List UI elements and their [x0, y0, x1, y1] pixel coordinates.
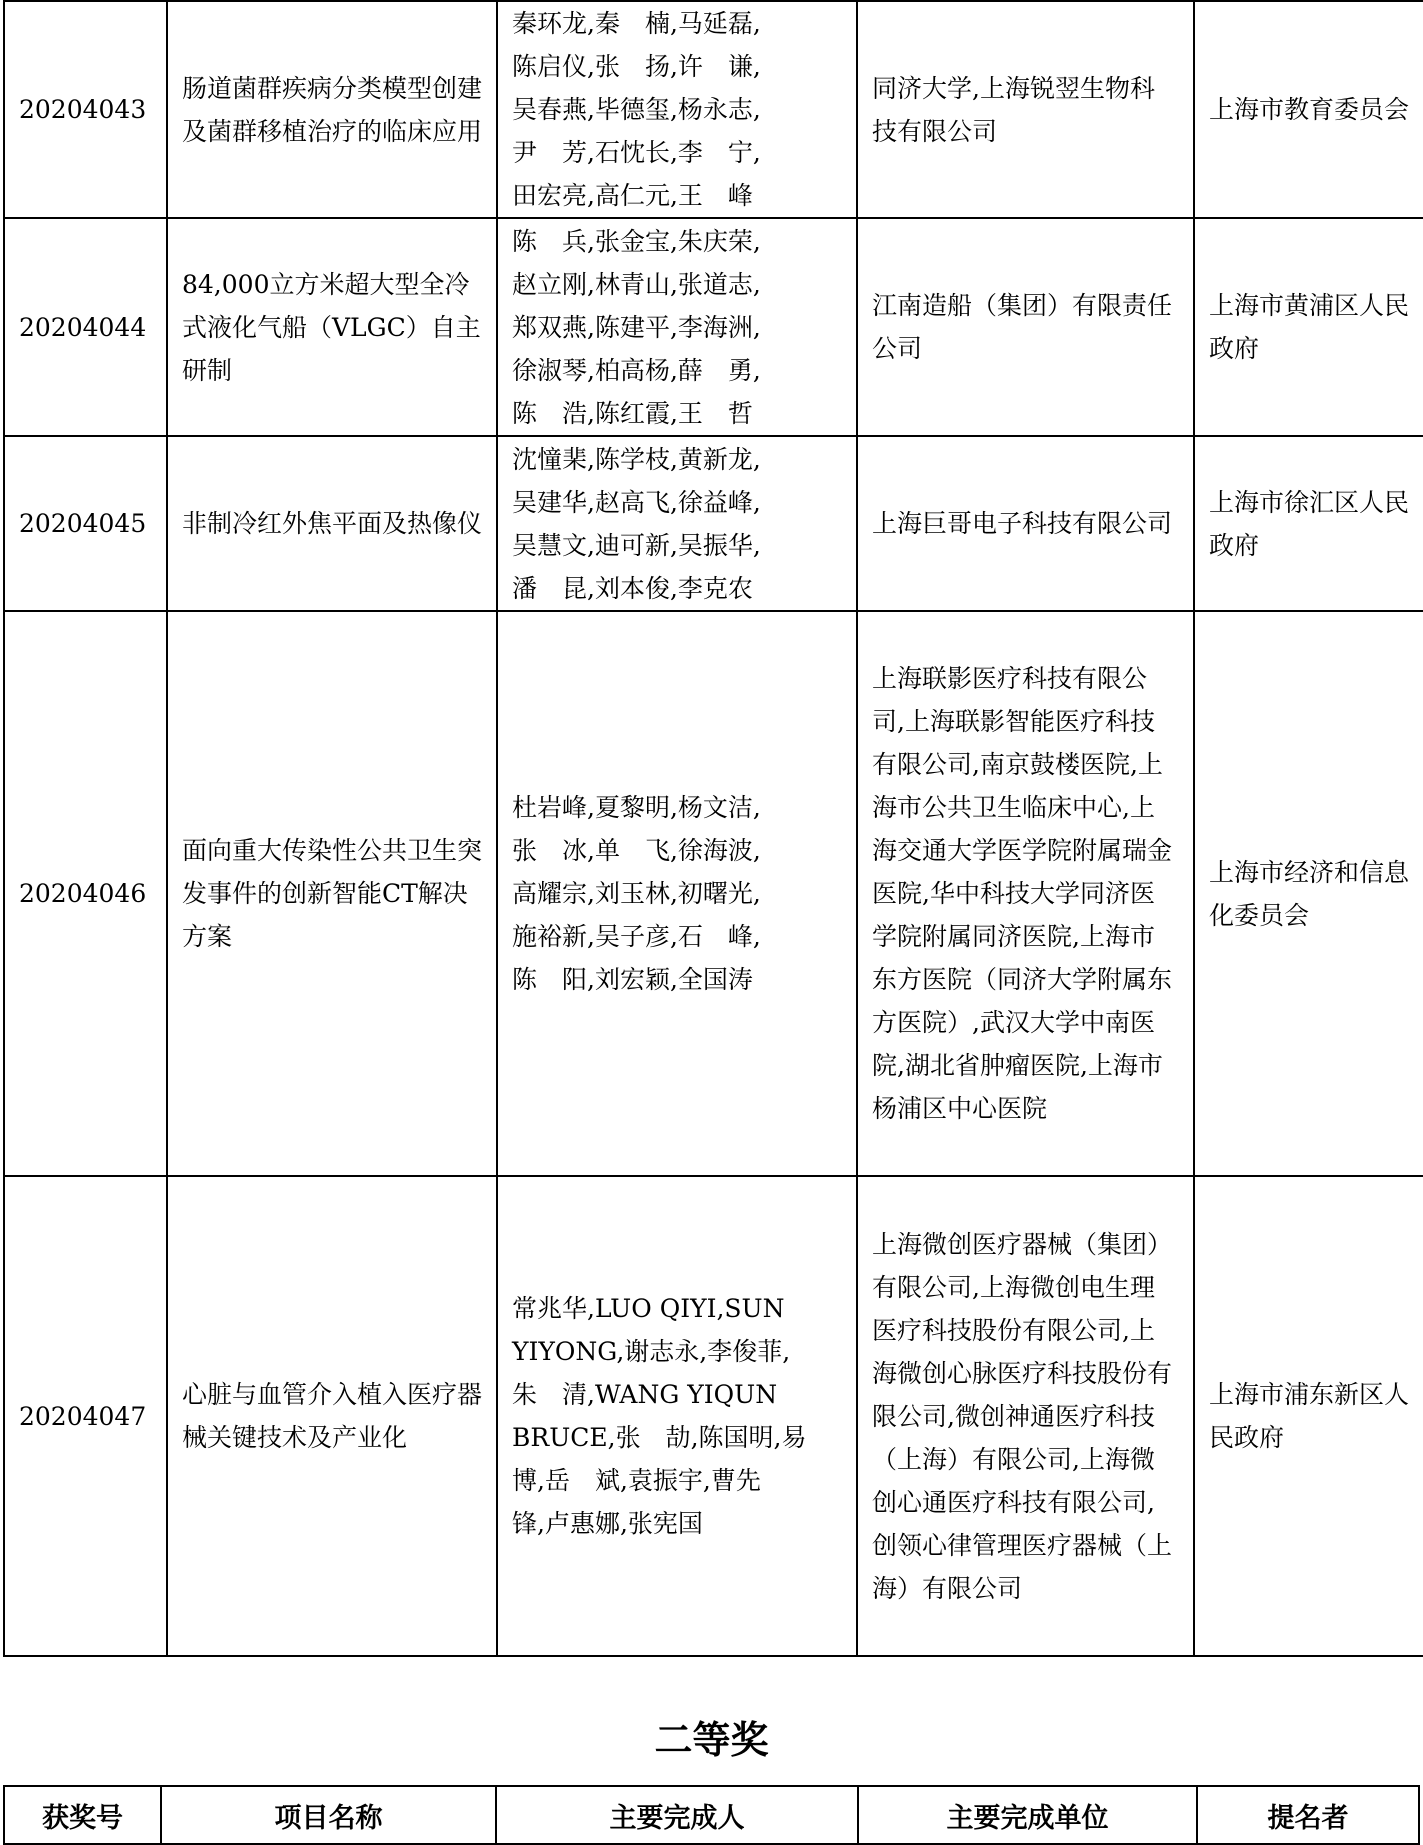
- nominator: 上海市教育委员会: [1194, 1, 1423, 218]
- header-table: [3, 1785, 1420, 1845]
- header-main-units: 主要完成单位: [858, 1786, 1197, 1844]
- nominator: 上海市徐汇区人民政府: [1194, 436, 1423, 611]
- header-main-contributors: 主要完成人: [496, 1786, 858, 1844]
- nominator: 上海市浦东新区人民政府: [1194, 1176, 1423, 1656]
- second-prize-table-header: [3, 1785, 1420, 1845]
- main-contributors: 沈憧棐,陈学枝,黄新龙, 吴建华,赵高飞,徐益峰, 吴慧文,迪可新,吴振华, 潘 昆,刘本俊,李克农: [497, 436, 857, 611]
- project-name: 面向重大传染性公共卫生突发事件的创新智能CT解决方案: [167, 611, 497, 1176]
- main-units: 上海巨哥电子科技有限公司: [857, 436, 1194, 611]
- first-prize-table-continued: [3, 0, 1423, 1657]
- main-contributors: 陈 兵,张金宝,朱庆荣, 赵立刚,林青山,张道志, 郑双燕,陈建平,李海洲, 徐淑琴,柏高杨,薛 勇, 陈 浩,陈红霞,王 哲: [497, 218, 857, 436]
- main-contributors: 杜岩峰,夏黎明,杨文洁, 张 冰,单 飞,徐海波, 高耀宗,刘玉林,初曙光, 施裕新,吴子彦,石 峰, 陈 阳,刘宏颖,全国涛: [497, 611, 857, 1176]
- table-row: [4, 1, 1423, 218]
- project-name: 非制冷红外焦平面及热像仪: [167, 436, 497, 611]
- table-row: [4, 436, 1423, 611]
- nominator: 上海市黄浦区人民政府: [1194, 218, 1423, 436]
- project-name: 84,000立方米超大型全冷式液化气船（VLGC）自主研制: [167, 218, 497, 436]
- main-units: 同济大学,上海锐翌生物科技有限公司: [857, 1, 1194, 218]
- main-units: 上海微创医疗器械（集团）有限公司,上海微创电生理医疗科技股份有限公司,上海微创心脉医疗科技股份有限公司,微创神通医疗科技（上海）有限公司,上海微创心通医疗科技有限公司,创领心律管理医疗器械（上海）有限公司: [857, 1176, 1194, 1656]
- award-id: 20204047: [4, 1176, 167, 1656]
- header-row: [4, 1786, 1419, 1844]
- main-units: 上海联影医疗科技有限公司,上海联影智能医疗科技有限公司,南京鼓楼医院,上海市公共卫生临床中心,上海交通大学医学院附属瑞金医院,华中科技大学同济医学院附属同济医院,上海市东方医院（同济大学附属东方医院）,武汉大学中南医院,湖北省肿瘤医院,上海市杨浦区中心医院: [857, 611, 1194, 1176]
- project-name: 心脏与血管介入植入医疗器械关键技术及产业化: [167, 1176, 497, 1656]
- nominator: 上海市经济和信息化委员会: [1194, 611, 1423, 1176]
- project-name: 肠道菌群疾病分类模型创建及菌群移植治疗的临床应用: [167, 1, 497, 218]
- main-contributors: 常兆华,LUO QIYI,SUN YIYONG,谢志永,李俊菲, 朱 清,WANG YIQUN BRUCE,张 劼,陈国明,易 博,岳 斌,袁振宇,曹先 锋,卢惠娜,张宪国: [497, 1176, 857, 1656]
- main-contributors: 秦环龙,秦 楠,马延磊, 陈启仪,张 扬,许 谦, 吴春燕,毕德玺,杨永志, 尹 芳,石忱长,李 宁, 田宏亮,高仁元,王 峰: [497, 1, 857, 218]
- table-row: [4, 218, 1423, 436]
- award-id: 20204043: [4, 1, 167, 218]
- second-prize-heading: 二等奖: [654, 1717, 769, 1762]
- award-id: 20204044: [4, 218, 167, 436]
- awards-table: [3, 0, 1423, 1657]
- table-row: [4, 611, 1423, 1176]
- table-row: [4, 1176, 1423, 1656]
- header-award-id: 获奖号: [4, 1786, 161, 1844]
- header-nominator: 提名者: [1197, 1786, 1419, 1844]
- award-id: 20204045: [4, 436, 167, 611]
- award-id: 20204046: [4, 611, 167, 1176]
- main-units: 江南造船（集团）有限责任公司: [857, 218, 1194, 436]
- header-project-name: 项目名称: [161, 1786, 496, 1844]
